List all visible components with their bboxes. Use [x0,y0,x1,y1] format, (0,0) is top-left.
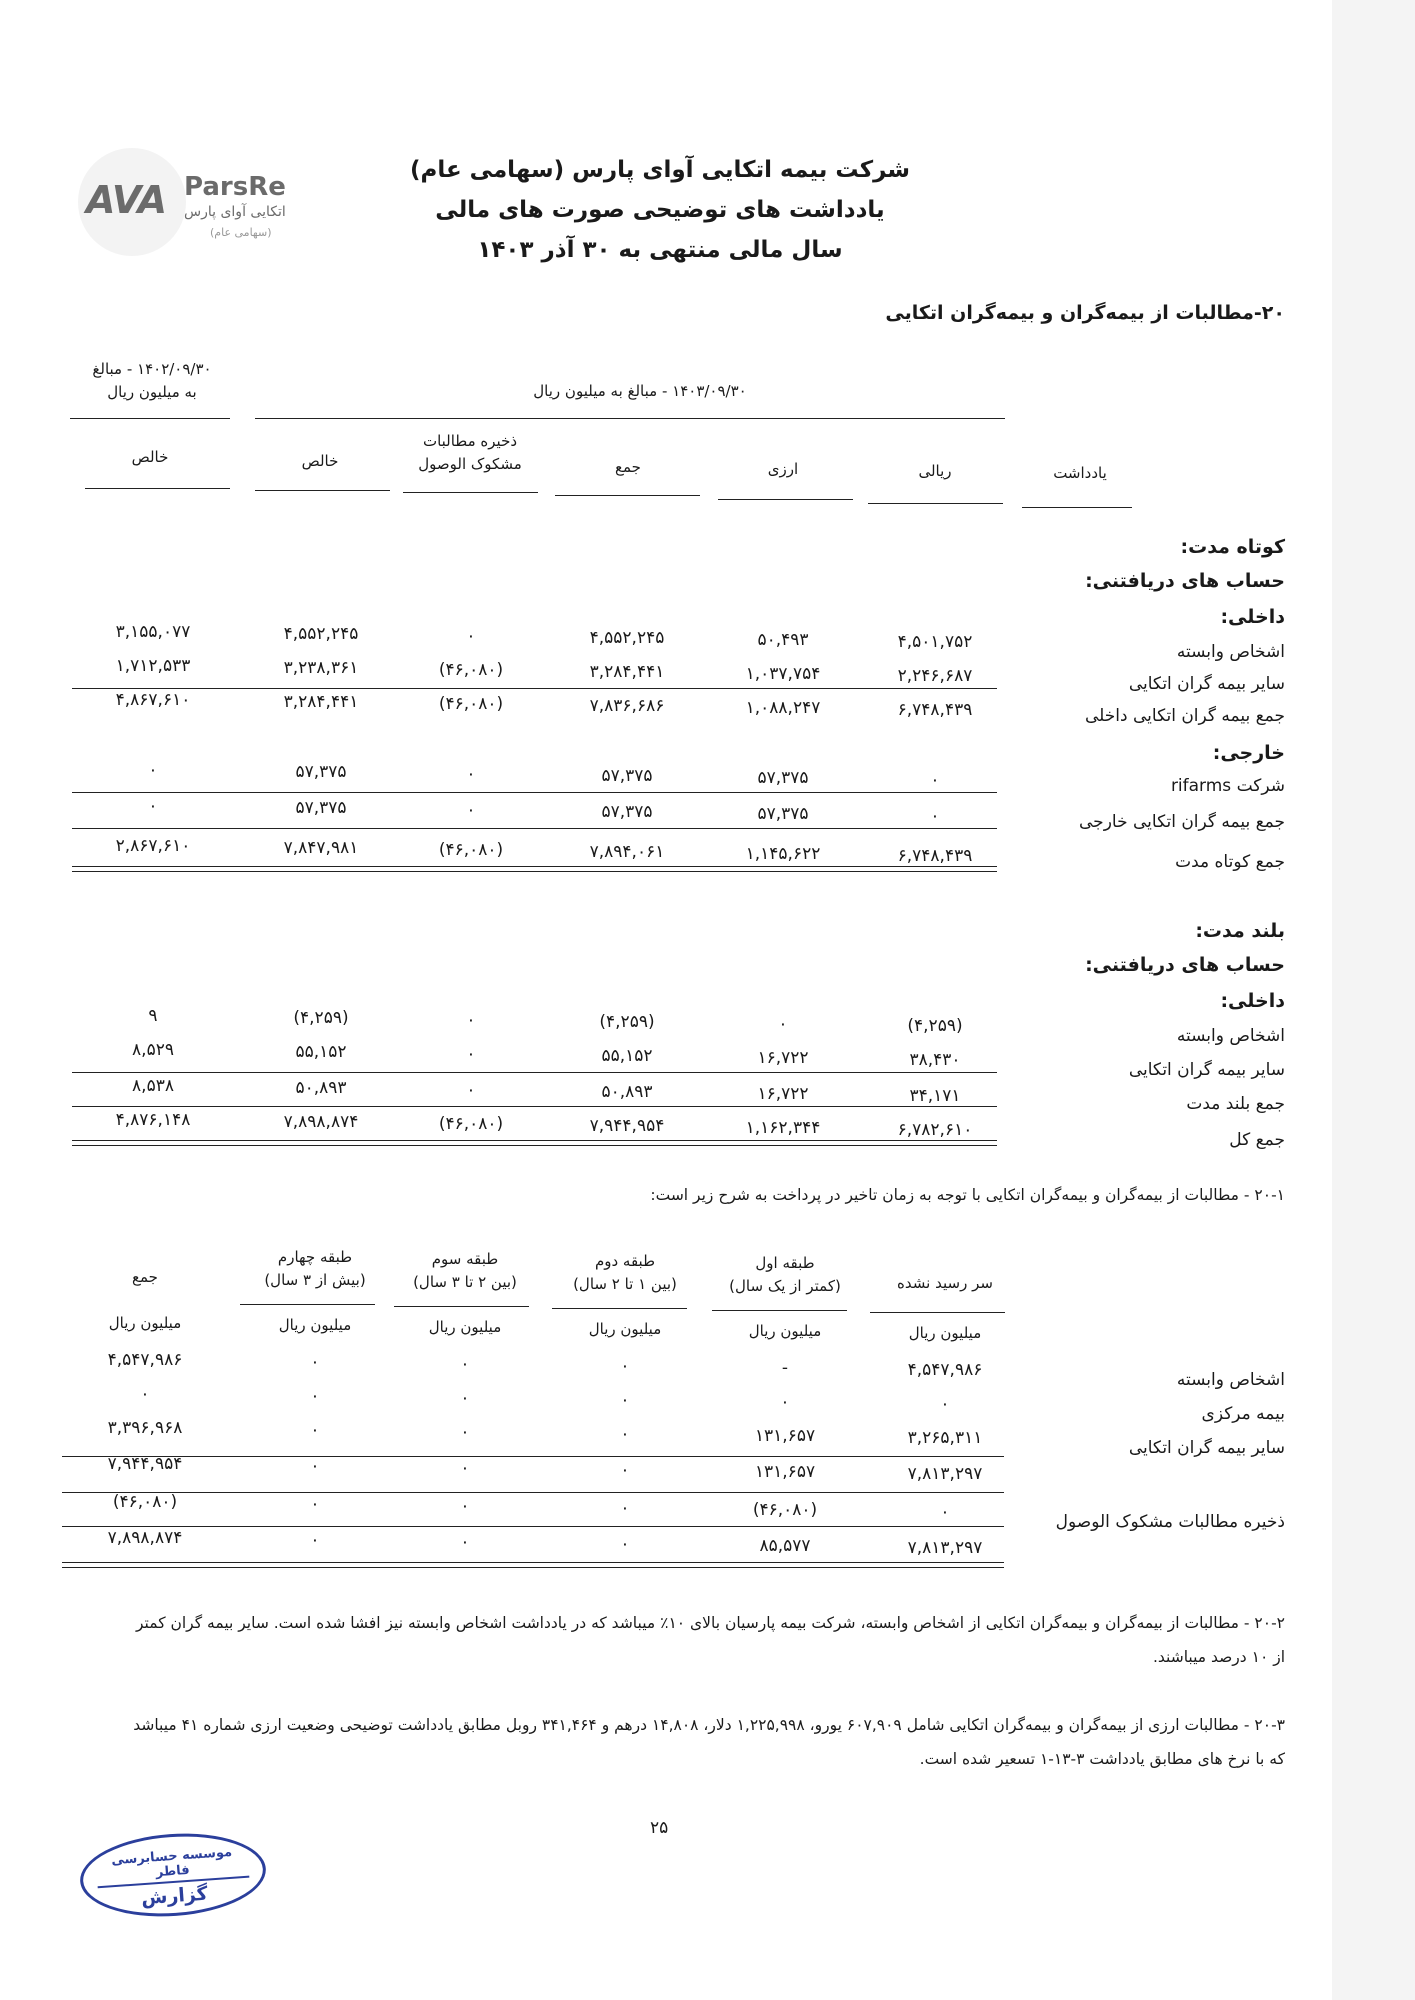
cell-rial: ۳۸,۴۳۰ [909,1050,961,1070]
logo-brand: AVA [86,178,167,222]
cell-total: ۷,۸۹۴,۰۶۱ [589,842,665,862]
aging-cell: ۰ [780,1392,790,1412]
cell-fx: ۱,۱۴۵,۶۲۲ [745,844,821,864]
cell-prev: ۹ [148,1006,158,1026]
note-20-3: ۲۰-۳ - مطالبات ارزی از بیمه‌گران و بیمه‌گران اتکایی شامل ۶۰۷,۹۰۹ یورو، ۱,۲۲۵,۹۹۸ دلار، ۱۴,۸۰۸ درهم و ۳۴۱,۴۶۴ روبل مطابق یادداشت توضیحی وضعیت ارزی شماره ۴۱ میباشد که با نرخ های مطابق یادداشت ۳-۱۳-۱ تسعیر شده است. [133,1716,1285,1769]
cell-provision: ۰ [466,1044,476,1064]
row-label: جمع کل [1229,1130,1285,1150]
cell-net: ۵۷,۳۷۵ [295,762,347,782]
aging-cell: ۴,۵۴۷,۹۸۶ [907,1360,983,1380]
cell-rial: ۴,۵۰۱,۷۵۲ [897,632,973,652]
aging-cell: ۰ [940,1502,950,1522]
logo-name-fa: اتکایی آوای پارس [184,204,286,220]
long-term-heading: بلند مدت: [1195,920,1285,942]
aging-cell: ۰ [460,1496,470,1516]
aging-row-label: ذخیره مطالبات مشکوک الوصول [1055,1512,1285,1532]
aging-row-label: اشخاص وابسته [1176,1370,1285,1390]
aging-cell: ۰ [310,1386,320,1406]
subtotal-rule [72,792,997,793]
subtotal-rule [72,1106,997,1107]
aging-cell: ۰ [310,1456,320,1476]
aging-cell: ۳,۳۹۶,۹۶۸ [107,1418,183,1438]
col-fx: ارزی [767,460,799,478]
aging-cell: (۴۶,۰۸۰) [112,1492,178,1512]
row-label: جمع بلند مدت [1186,1094,1285,1114]
logo-name-en: ParsRe [184,172,286,202]
cell-provision: ۰ [466,1010,476,1030]
aging-col-tier2: طبقه دوم (بین ۱ تا ۲ سال) [573,1252,677,1293]
cell-rial: ۶,۷۸۲,۶۱۰ [897,1120,973,1140]
cell-rial: ۲,۲۴۶,۶۸۷ [897,666,973,686]
receivables-heading-2: حساب های دریافتنی: [1085,954,1285,976]
cell-provision: ۰ [466,626,476,646]
aging-cell: ۰ [620,1498,630,1518]
aging-row-label: سایر بیمه گران اتکایی [1128,1438,1285,1458]
cell-rial: ۳۴,۱۷۱ [909,1086,961,1106]
aging-col-total: جمع [132,1268,158,1286]
subtotal-rule [72,828,997,829]
cell-total: ۳,۲۸۴,۴۴۱ [589,662,665,682]
curr-period-header: ۱۴۰۳/۰۹/۳۰ - مبالغ به میلیون ریال [533,382,747,400]
cell-fx: ۵۰,۴۹۳ [757,630,809,650]
cell-provision: ۰ [466,800,476,820]
row-label: جمع بیمه گران اتکایی خارجی [1079,812,1285,832]
fiscal-period: سال مالی منتهی به ۳۰ آذر ۱۴۰۳ [477,237,843,263]
col-rule-net-prev [85,488,230,489]
cell-fx: ۱,۰۸۸,۲۴۷ [745,698,821,718]
aging-header-rule [552,1308,687,1309]
aging-header-rule [870,1312,1005,1313]
statement-subtitle: یادداشت های توضیحی صورت های مالی [435,197,885,223]
cell-provision: (۴۶,۰۸۰) [438,1114,504,1134]
col-rule-note [1022,507,1132,508]
grand-total-double-rule [72,1140,997,1146]
col-rule-total [555,495,700,496]
aging-cell: ۷,۸۱۳,۲۹۷ [907,1464,983,1484]
aging-cell: ۰ [940,1394,950,1414]
cell-total: (۴,۲۵۹) [599,1012,655,1032]
cell-prev: ۸,۵۳۸ [132,1076,174,1096]
row-label: جمع بیمه گران اتکایی داخلی [1084,706,1285,726]
curr-header-rule [255,418,1005,419]
company-name: شرکت بیمه اتکایی آوای پارس (سهامی عام) [409,157,911,183]
aging-cell: ۰ [620,1356,630,1376]
aging-row-label: بیمه مرکزی [1201,1404,1285,1424]
cell-provision: (۴۶,۰۸۰) [438,694,504,714]
page-number: ۲۵ [650,1818,669,1838]
cell-fx: ۵۷,۳۷۵ [757,804,809,824]
cell-fx: ۱۶,۷۲۲ [757,1048,809,1068]
cell-total: ۷,۸۳۶,۶۸۶ [589,696,665,716]
aging-cell: ۰ [620,1534,630,1554]
aging-cell: ۰ [460,1458,470,1478]
aging-subtotal-rule [62,1526,1004,1527]
domestic-heading: داخلی: [1220,606,1285,628]
cell-total: ۵۷,۳۷۵ [601,802,653,822]
col-rule-net [255,490,390,491]
cell-provision: ۰ [466,764,476,784]
note-title: ۲۰-مطالبات از بیمه‌گران و بیمه‌گران اتکایی [885,302,1285,324]
aging-unit: میلیون ریال [108,1314,182,1332]
cell-prev: ۴,۸۶۷,۶۱۰ [115,690,191,710]
cell-net: ۷,۸۹۸,۸۷۴ [283,1112,359,1132]
company-logo [78,148,298,258]
aging-col-not-due: سر رسید نشده [897,1274,993,1292]
aging-header-rule [240,1304,375,1305]
cell-rial: ۶,۷۴۸,۴۳۹ [897,846,973,866]
row-label: سایر بیمه گران اتکایی [1128,674,1285,694]
cell-prev: ۸,۵۲۹ [132,1040,174,1060]
aging-cell: ۰ [310,1530,320,1550]
cell-prev: ۴,۸۷۶,۱۴۸ [115,1110,191,1130]
cell-net: (۴,۲۵۹) [293,1008,349,1028]
col-net-prev: خالص [131,448,169,466]
cell-net: ۳,۲۸۴,۴۴۱ [283,692,359,712]
foreign-heading: خارجی: [1212,742,1285,764]
col-rule-fx [718,499,853,500]
aging-unit: میلیون ریال [748,1322,822,1340]
cell-prev: ۲,۸۶۷,۶۱۰ [115,836,191,856]
aging-unit: میلیون ریال [278,1316,352,1334]
row-label: شرکت rifarms [1170,776,1285,796]
cell-prev: ۱,۷۱۲,۵۳۳ [115,656,191,676]
aging-cell: ۰ [460,1354,470,1374]
cell-fx: ۱,۱۶۲,۳۴۴ [745,1118,821,1138]
row-label: جمع کوتاه مدت [1175,852,1285,872]
prev-header-rule [70,418,230,419]
aging-col-tier3: طبقه سوم (بین ۲ تا ۳ سال) [413,1250,517,1291]
aging-unit: میلیون ریال [428,1318,502,1336]
cell-prev: ۰ [148,796,158,816]
cell-total: ۴,۵۵۲,۲۴۵ [589,628,665,648]
cell-net: ۵۷,۳۷۵ [295,798,347,818]
cell-rial: ۰ [930,770,940,790]
cell-fx: ۰ [778,1014,788,1034]
logo-sub: (سهامی عام) [210,226,272,239]
prev-period-header: ۱۴۰۲/۰۹/۳۰ - مبالغ به میلیون ریال [92,360,212,401]
aging-cell: ۱۳۱,۶۵۷ [754,1462,816,1482]
cell-prev: ۳,۱۵۵,۰۷۷ [115,622,191,642]
col-rule-provision [403,492,538,493]
cell-prev: ۰ [148,760,158,780]
cell-net: ۴,۵۵۲,۲۴۵ [283,624,359,644]
aging-cell: ۰ [310,1352,320,1372]
aging-header-rule [712,1310,847,1311]
cell-total: ۷,۹۴۴,۹۵۴ [589,1116,665,1136]
stamp-line-2: گزارش [140,1882,209,1910]
receivables-heading: حساب های دریافتنی: [1085,570,1285,592]
row-label: سایر بیمه گران اتکایی [1128,1060,1285,1080]
cell-provision: (۴۶,۰۸۰) [438,840,504,860]
col-rial: ریالی [918,462,952,480]
aging-total-double-rule [62,1562,1004,1568]
cell-total: ۵۰,۸۹۳ [601,1082,653,1102]
aging-cell: ۰ [460,1532,470,1552]
aging-cell: ۳,۲۶۵,۳۱۱ [907,1428,983,1448]
aging-cell: ۰ [140,1384,150,1404]
row-label: اشخاص وابسته [1176,642,1285,662]
cell-total: ۵۵,۱۵۲ [601,1046,653,1066]
subtotal-rule [72,1072,997,1073]
aging-cell: ۷,۸۱۳,۲۹۷ [907,1538,983,1558]
aging-cell: ۰ [620,1390,630,1410]
cell-fx: ۱,۰۳۷,۷۵۴ [745,664,821,684]
aging-cell: ۷,۹۴۴,۹۵۴ [107,1454,183,1474]
total-double-rule [72,866,997,872]
aging-cell: ۸۵,۵۷۷ [759,1536,811,1556]
aging-cell: ۱۳۱,۶۵۷ [754,1426,816,1446]
aging-cell: ۷,۸۹۸,۸۷۴ [107,1528,183,1548]
aging-cell: ۰ [620,1424,630,1444]
aging-unit: میلیون ریال [908,1324,982,1342]
cell-rial: ۰ [930,806,940,826]
note-20-1-title: ۲۰-۱ - مطالبات از بیمه‌گران و بیمه‌گران اتکایی با توجه به زمان تاخیر در پرداخت به شرح زیر است: [650,1186,1285,1204]
col-total: جمع [615,458,641,476]
cell-net: ۷,۸۴۷,۹۸۱ [283,838,359,858]
subtotal-rule [72,688,997,689]
col-rule-rial [868,503,1003,504]
note-20-2: ۲۰-۲ - مطالبات از بیمه‌گران و بیمه‌گران اتکایی از اشخاص وابسته، شرکت بیمه پارسیان بالای ۱۰٪ میباشد که در یادداشت اشخاص وابسته نیز افشا شده است. سایر بیمه گران کمتر از ۱۰ درصد میباشند. [136,1614,1285,1667]
aging-cell: ۰ [620,1460,630,1480]
aging-cell: ۰ [460,1422,470,1442]
aging-cell: ۴,۵۴۷,۹۸۶ [107,1350,183,1370]
cell-fx: ۱۶,۷۲۲ [757,1084,809,1104]
aging-col-tier4: طبقه چهارم (بیش از ۳ سال) [264,1248,366,1289]
col-net: خالص [301,452,339,470]
cell-provision: (۴۶,۰۸۰) [438,660,504,680]
aging-col-tier1: طبقه اول (کمتر از یک سال) [729,1254,841,1295]
short-term-heading: کوتاه مدت: [1180,536,1285,558]
cell-net: ۵۰,۸۹۳ [295,1078,347,1098]
document-header [300,150,1020,270]
aging-cell: (۴۶,۰۸۰) [752,1500,818,1520]
cell-rial: (۴,۲۵۹) [907,1016,963,1036]
stamp-line-1: موسسه حسابرسی فاطر [95,1844,249,1889]
cell-fx: ۵۷,۳۷۵ [757,768,809,788]
aging-cell: ۰ [310,1494,320,1514]
cell-provision: ۰ [466,1080,476,1100]
auditor-stamp [77,1828,268,1923]
cell-rial: ۶,۷۴۸,۴۳۹ [897,700,973,720]
col-note: یادداشت [1053,464,1107,482]
aging-unit: میلیون ریال [588,1320,662,1338]
row-label: اشخاص وابسته [1176,1026,1285,1046]
aging-cell: ۰ [460,1388,470,1408]
cell-net: ۵۵,۱۵۲ [295,1042,347,1062]
cell-total: ۵۷,۳۷۵ [601,766,653,786]
aging-header-rule [394,1306,529,1307]
scan-edge [1332,0,1415,2000]
cell-net: ۳,۲۳۸,۳۶۱ [283,658,359,678]
aging-cell: ۰ [310,1420,320,1440]
domestic-heading-2: داخلی: [1220,990,1285,1012]
col-provision: ذخیره مطالبات مشکوک الوصول [418,432,522,473]
aging-cell: - [781,1358,789,1378]
